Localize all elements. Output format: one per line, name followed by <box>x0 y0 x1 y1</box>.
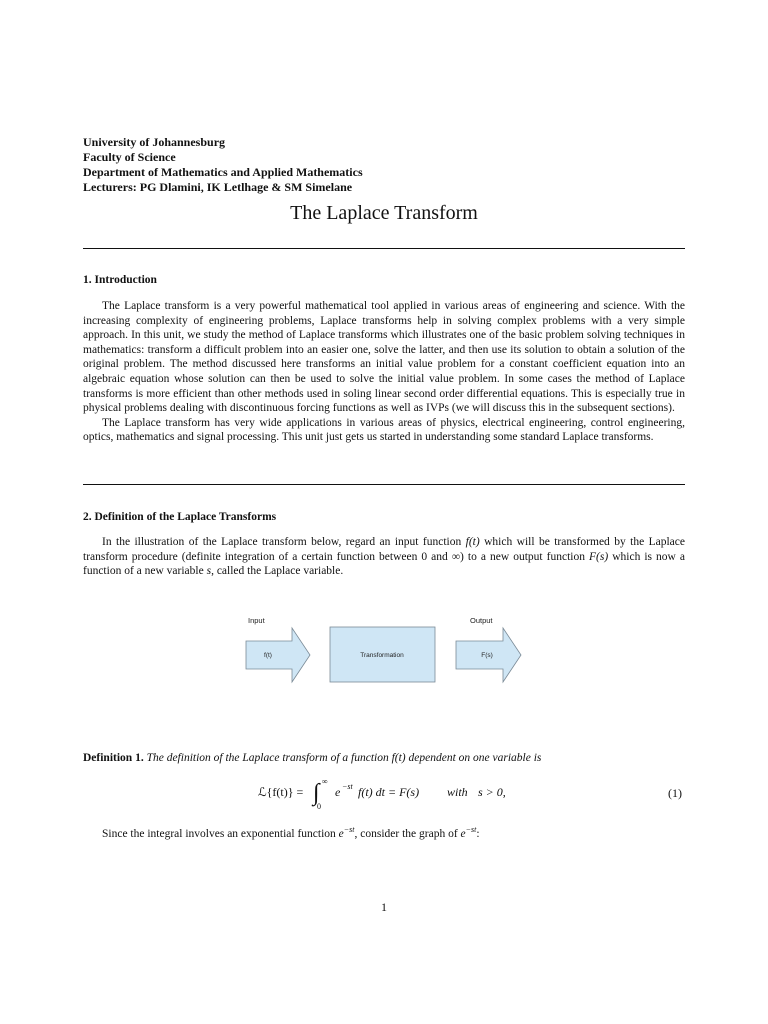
section-heading-introduction: 1. Introduction <box>83 274 157 286</box>
faculty-name: Faculty of Science <box>83 150 176 164</box>
integral-sign: ∫ <box>313 780 320 806</box>
equation-number: (1) <box>668 786 682 800</box>
definition-label: Definition 1. <box>83 752 144 764</box>
page-number: 1 <box>381 900 387 914</box>
diagram-output-label: Output <box>470 616 493 625</box>
diagram-input-label: Input <box>248 616 265 625</box>
integral-upper-limit: ∞ <box>322 777 328 786</box>
text-run: which will be transformed by the Laplace transform procedure (definite integration of a certain function between 0 and ∞) to a new output function <box>83 536 685 563</box>
definition-body <box>83 535 685 579</box>
horizontal-rule <box>83 248 685 249</box>
horizontal-rule <box>83 484 685 485</box>
equation-exponent: −st <box>342 782 353 791</box>
text-run: In the illustration of the Laplace transform below, regard an input function <box>102 536 466 548</box>
math-F-of-s: F(s) <box>589 550 609 563</box>
math-exponent: −st <box>343 825 355 834</box>
transform-diagram <box>240 610 530 690</box>
introduction-body <box>83 299 685 445</box>
diagram-transform-label: Transformation <box>360 652 404 659</box>
math-f-of-t: f(t) <box>465 536 480 548</box>
introduction-paragraph-2: The Laplace transform has very wide applications in various areas of physics, electrical engineering, control engineering, optics, mathematics and signal processing. This unit just gets us started in understanding some standard Laplace transforms. <box>83 416 685 444</box>
course-header <box>83 135 363 195</box>
equation-condition: s > 0, <box>478 785 506 799</box>
text-run: which is now a function of a new variable <box>83 550 686 578</box>
math-exp-base: e <box>460 827 466 840</box>
text-run: : <box>476 827 480 840</box>
text-run: , called the Laplace variable. <box>211 565 344 578</box>
equation-exp-base: e <box>335 785 341 799</box>
document-title: The Laplace Transform <box>290 202 478 224</box>
math-exp-base: e <box>338 827 344 840</box>
text-run: Since the integral involves an exponential function <box>102 827 339 840</box>
diagram-input-box: f(t) <box>264 652 272 659</box>
lecturers-line: Lecturers: PG Dlamini, IK Letlhage & SM Simelane <box>83 180 353 194</box>
section-heading-definition: 2. Definition of the Laplace Transforms <box>83 511 277 523</box>
integral-lower-limit: 0 <box>317 802 321 811</box>
definition-statement <box>83 752 541 764</box>
input-arrow <box>246 628 310 682</box>
definition-paragraph <box>83 535 685 579</box>
definition-text: The definition of the Laplace transform of a function f(t) dependent on one variable is <box>146 752 542 764</box>
equation-rhs: f(t) dt = F(s) <box>358 785 420 799</box>
introduction-paragraph-1: The Laplace transform is a very powerful mathematical tool applied in various areas of engineering and science. With the increasing complexity of engineering problems, Laplace transforms help in solving complex problems with a very simple approach. In this unit, we study the method of Laplace transforms which illustrates one of the basic problem solving techniques in mathematics: transform a difficult problem into an easier one, solve the latter, and then use its solution to obtain a solution of the original problem. The method discussed here transforms an initial value problem for a constant coefficient equation into an algebraic equation whose solution can then be used to solve the initial value problem. In some cases the method of Laplace transforms is more efficient than other methods used in soling linear second order differential equations. This is especially true in physical problems dealing with discontinuous forcing functions as well as IVPs (we will discuss this in the subsequent sections). <box>83 300 685 415</box>
diagram-output-box: F(s) <box>481 652 493 659</box>
closing-sentence <box>102 825 480 840</box>
department-name: Department of Mathematics and Applied Mathematics <box>83 165 363 179</box>
text-run: , consider the graph of <box>354 827 461 840</box>
university-name: University of Johannesburg <box>83 135 226 149</box>
laplace-equation <box>0 776 768 812</box>
equation-lhs: ℒ{f(t)} = <box>258 785 304 799</box>
math-exponent: −st <box>465 825 477 834</box>
math-s: s <box>206 565 212 578</box>
equation-with: with <box>447 785 468 799</box>
